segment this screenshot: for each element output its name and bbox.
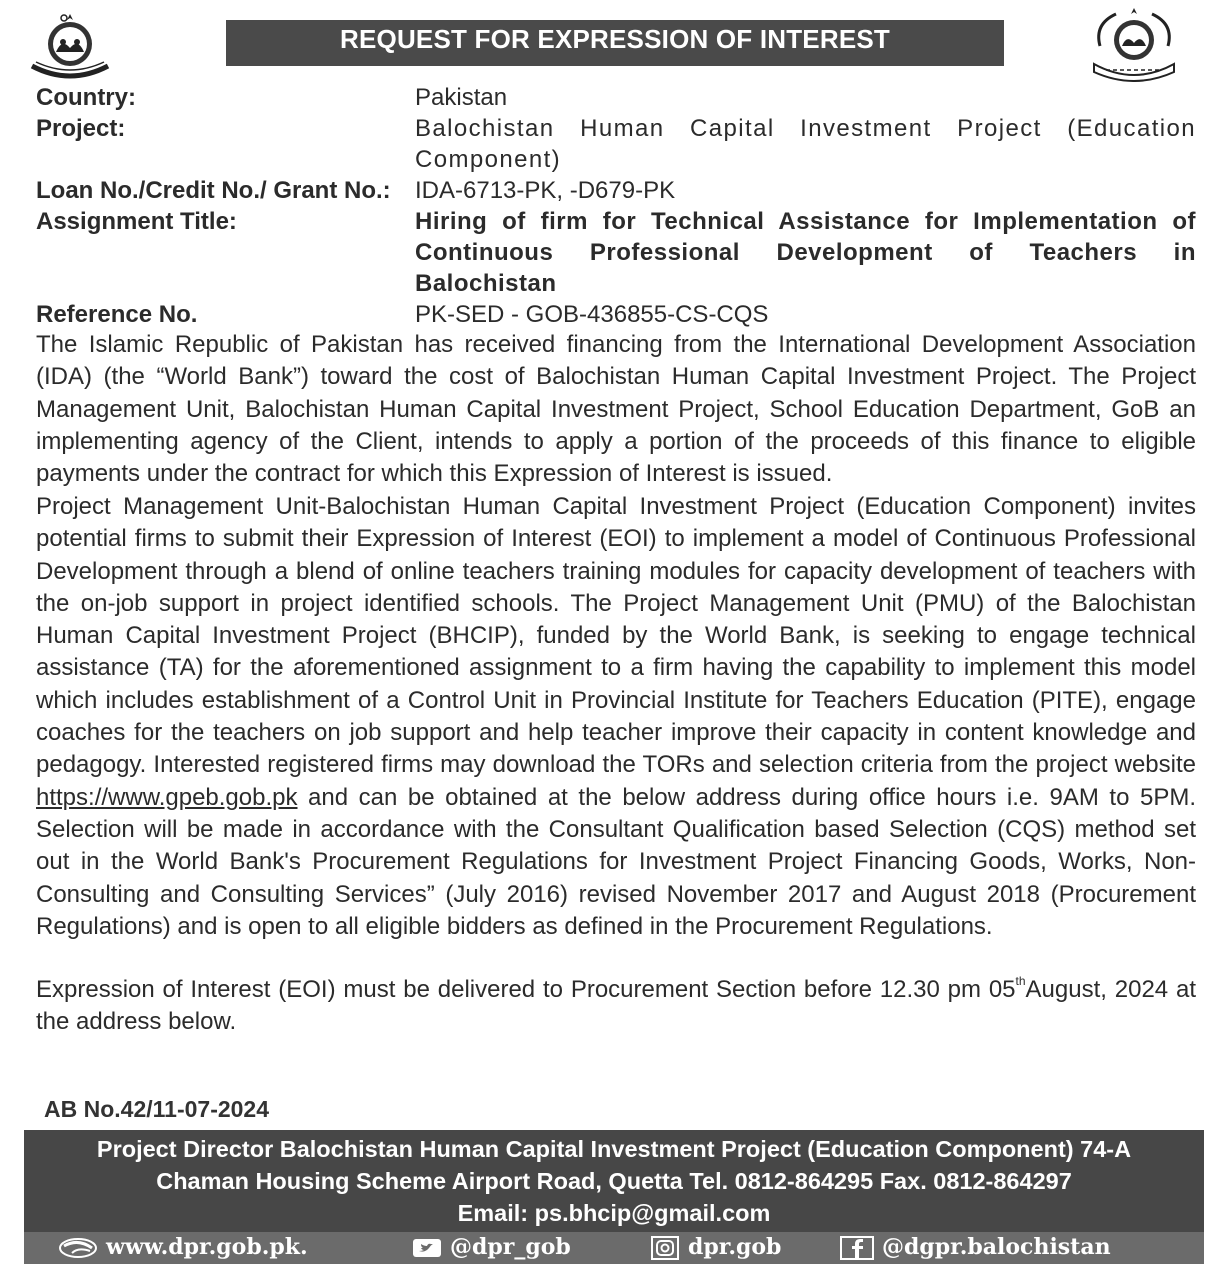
paragraph-deadline bbox=[36, 974, 1196, 1039]
twitter-icon bbox=[412, 1237, 442, 1259]
government-seal-icon bbox=[1086, 6, 1182, 82]
twitter-handle: @dpr_gob bbox=[450, 1234, 571, 1260]
loan-label: Loan No./Credit No./ Grant No.: bbox=[36, 177, 391, 204]
page-title: REQUEST FOR EXPRESSION OF INTEREST bbox=[226, 20, 1004, 66]
address-line-2: Chaman Housing Scheme Airport Road, Quetta Tel. 0812-864295 Fax. 0812-864297 bbox=[156, 1168, 1072, 1194]
instagram-icon bbox=[650, 1236, 680, 1260]
facebook-handle: @dgpr.balochistan bbox=[882, 1234, 1111, 1260]
contact-address-block bbox=[24, 1130, 1204, 1232]
assignment-row bbox=[36, 206, 1196, 299]
globe-icon bbox=[58, 1237, 98, 1259]
paragraph-financing: The Islamic Republic of Pakistan has received financing from the International Development Association (IDA) (the “World Bank”) toward the cost of Balochistan Human Capital Investment Project. The Project Management Unit, Balochistan Human Capital Investment Project, School Education Department, GoB an implementing agency of the Client, intends to apply a portion of the proceeds of this finance to eligible payments under the contract for which this Expression of Interest is issued. bbox=[36, 331, 1196, 488]
ab-number: AB No.42/11-07-2024 bbox=[44, 1096, 270, 1122]
loan-row bbox=[36, 175, 1196, 206]
country-value: Pakistan bbox=[415, 84, 508, 111]
country-row bbox=[36, 82, 1196, 113]
paragraph-deadline-text-2: August, 2024 at the address below. bbox=[36, 976, 1196, 1036]
project-row bbox=[36, 113, 1196, 175]
project-value: Balochistan Human Capital Investment Project (Education Component) bbox=[415, 115, 1196, 173]
twitter-item[interactable] bbox=[412, 1232, 571, 1262]
paragraph-deadline-text-1: Expression of Interest (EOI) must be delivered to Procurement Section before 12.30 pm 05 bbox=[36, 976, 1016, 1003]
paragraph-invitation bbox=[36, 491, 1196, 943]
website-text: www.dpr.gob.pk. bbox=[106, 1234, 308, 1260]
balochistan-emblem-icon bbox=[26, 10, 114, 82]
loan-value: IDA-6713-PK, -D679-PK bbox=[415, 177, 676, 204]
email-line: Email: ps.bhcip@gmail.com bbox=[457, 1200, 771, 1226]
project-label: Project: bbox=[36, 115, 126, 142]
project-website-link[interactable]: https://www.gpeb.gob.pk bbox=[36, 783, 298, 811]
instagram-item[interactable] bbox=[650, 1232, 781, 1262]
assignment-value: Hiring of firm for Technical Assistance for Implementation of Continuous Professional Development of Teachers in Balochistan bbox=[415, 208, 1196, 297]
paragraph-invitation-text-2: and can be obtained at the below address during office hours i.e. 9AM to 5PM. Selection will be made in accordance with the Consultant Qualification based Selection (CQS) method set out in the World Bank's Procurement Regulations for Investment Project Financing Goods, Works, Non-Consulting and Consulting Services” (July 2016) revised November 2017 and August 2018 (Procurement Regulations) and is open to all eligible bidders as defined in the Procurement Regulations. bbox=[36, 783, 1196, 940]
instagram-handle: dpr.gob bbox=[688, 1234, 782, 1260]
country-label: Country: bbox=[36, 84, 136, 111]
website-item[interactable] bbox=[58, 1232, 308, 1262]
address-line-1: Project Director Balochistan Human Capital Investment Project (Education Component) 74-A bbox=[96, 1136, 1132, 1162]
social-media-strip bbox=[24, 1232, 1204, 1264]
assignment-label: Assignment Title: bbox=[36, 208, 237, 235]
facebook-icon bbox=[840, 1236, 874, 1260]
reference-row bbox=[36, 299, 1196, 330]
reference-value: PK-SED - GOB-436855-CS-CQS bbox=[415, 301, 769, 328]
paragraph-invitation-text-1: Project Management Unit-Balochistan Human Capital Investment Project (Education Component) invites potential firms to submit their Expression of Interest (EOI) to implement a model of Continuous Professional Development through a blend of online teachers training modules for capacity development of teachers with the on-job support in project identified schools. The Project Management Unit (PMU) of the Balochistan Human Capital Investment Project (BHCIP), funded by the World Bank, is seeking to engage technical assistance (TA) for the aforementioned assignment to a firm having the capability to implement this model which includes establishment of a Control Unit in Provincial Institute for Teachers Education (PITE), engage coaches for the teachers on job support and help teacher improve their capacity in content knowledge and pedagogy. Interested registered firms may download the TORs and selection criteria from the project website bbox=[36, 493, 1196, 779]
reference-label: Reference No. bbox=[36, 301, 198, 328]
facebook-item[interactable] bbox=[840, 1232, 1111, 1262]
date-ordinal-suffix: th bbox=[1015, 974, 1026, 988]
